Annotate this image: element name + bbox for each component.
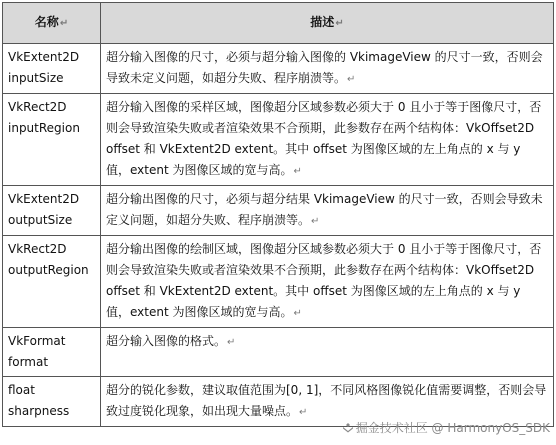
juejin-logo-icon <box>342 422 354 434</box>
watermark: 掘金技术社区 @ HarmonyOS_SDK <box>342 419 550 436</box>
param-name-line: outputRegion <box>8 263 89 277</box>
param-name-line: VkExtent2D <box>8 192 80 206</box>
param-name-cell <box>3 186 101 236</box>
param-name-cell <box>3 377 101 427</box>
param-description-text: 超分输入图像的格式。 <box>106 334 227 348</box>
param-description-text: 超分输出图像的尺寸，必须与超分结果 VkimageView 的尺寸一致，否则会导致未定义问题，如超分失败、程序崩溃等。 <box>106 192 543 227</box>
param-name-line: float sharpness <box>8 383 70 418</box>
param-name-cell <box>3 328 101 377</box>
param-description-text: 超分输出图像的绘制区域，图像超分区域参数必须大于 0 且小于等于图像尺寸，否则会导致渲染失败或者渲染效果不合预期，此参数存在两个结构体：VkOffset2D offset 和 VkExtent2D extent。其中 offset 为图像区域的左上角点的 x 与 y 值，extent 为图像区域的宽与高。 <box>106 242 542 319</box>
parameter-table <box>2 2 554 427</box>
table-row <box>3 94 554 186</box>
paragraph-mark: ↵ <box>293 308 302 319</box>
table-row <box>3 186 554 236</box>
table-header-row <box>3 3 554 44</box>
param-name-cell <box>3 94 101 186</box>
param-description-text: 超分的锐化参数，建议取值范围为[0, 1]，不同风格图像锐化值需要调整，否则会导致过度锐化现象，如出现大量噪点。 <box>106 383 547 418</box>
paragraph-mark: ↵ <box>299 407 308 418</box>
param-name-cell <box>3 44 101 94</box>
param-description-cell <box>101 186 554 236</box>
param-name-line: inputSize <box>8 71 64 85</box>
header-description: 描述↵ <box>101 3 554 44</box>
param-name-cell <box>3 236 101 328</box>
param-name-line: VkExtent2D <box>8 50 80 64</box>
param-description-cell <box>101 44 554 94</box>
param-description-cell <box>101 328 554 377</box>
param-description-cell <box>101 94 554 186</box>
param-name-line: VkRect2D <box>8 100 67 114</box>
param-name-line: outputSize <box>8 213 73 227</box>
header-name: 名称↵ <box>3 3 101 44</box>
param-description-text: 超分输入图像的采样区域，图像超分区域参数必须大于 0 且小于等于图像尺寸，否则会导致渲染失败或者渲染效果不合预期，此参数存在两个结构体：VkOffset2D offset 和 VkExtent2D extent。其中 offset 为图像区域的左上角点的 x 与 y 值，extent 为图像区域的宽与高。 <box>106 100 542 177</box>
param-name-line: format <box>8 355 49 369</box>
param-name-line: VkFormat <box>8 334 66 348</box>
param-description-text: 超分输入图像的尺寸，必须与超分输入图像的 VkimageView 的尺寸一致，否则会导致未定义问题，如超分失败、程序崩溃等。 <box>106 50 543 85</box>
table-row <box>3 328 554 377</box>
paragraph-mark: ↵ <box>293 166 302 177</box>
param-name-line: VkRect2D <box>8 242 67 256</box>
paragraph-mark: ↵ <box>347 74 356 85</box>
param-description-cell <box>101 236 554 328</box>
paragraph-mark: ↵ <box>311 216 320 227</box>
table-row <box>3 236 554 328</box>
param-name-line: inputRegion <box>8 121 80 135</box>
table-row <box>3 44 554 94</box>
paragraph-mark: ↵ <box>227 337 236 348</box>
